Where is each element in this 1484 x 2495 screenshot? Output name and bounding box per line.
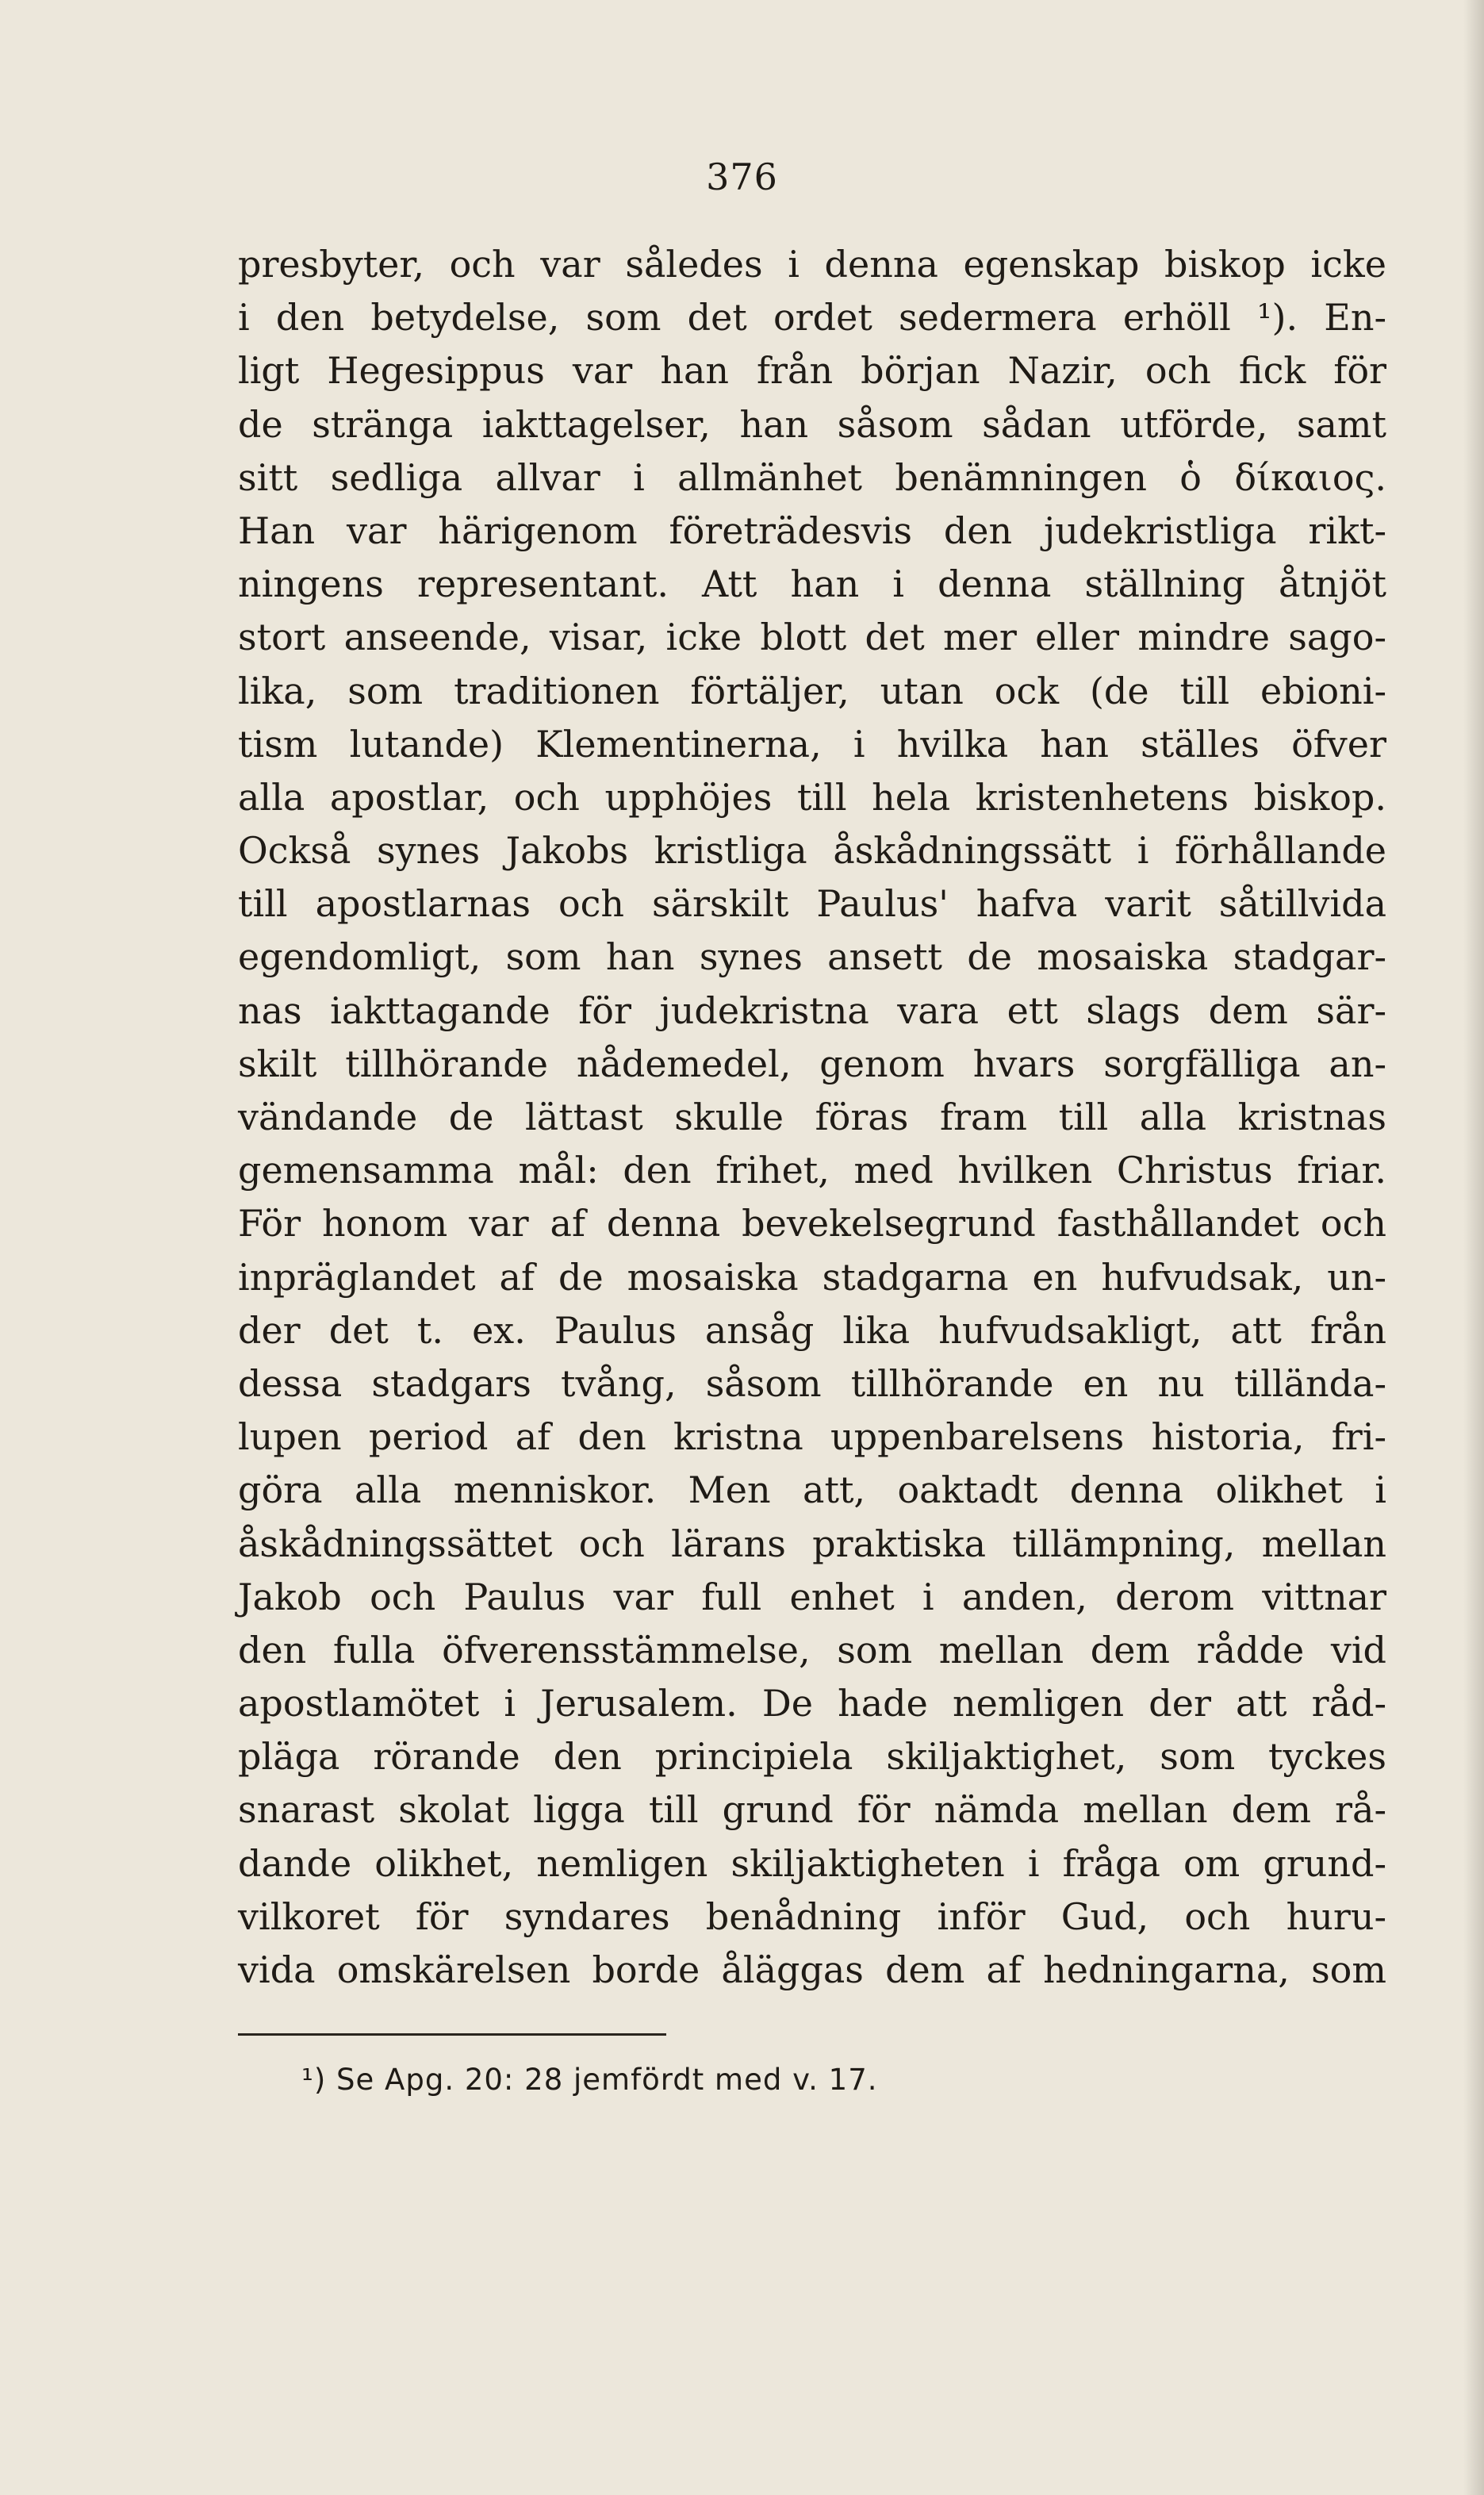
- text-line: tism lutande) Klementinerna, i hvilka han ställes öfver: [238, 722, 1386, 766]
- text-line: de stränga iakttagelser, han såsom sådan utförde, samt: [238, 402, 1386, 446]
- text-line: skilt tillhörande nådemedel, genom hvars sorgfälliga an-: [238, 1042, 1386, 1085]
- text-line: För honom var af denna bevekelsegrund fasthållandet och: [238, 1202, 1386, 1246]
- text-line: pläga rörande den principiela skiljaktighet, som tyckes: [238, 1735, 1386, 1779]
- text-line: Jakob och Paulus var full enhet i anden, derom vittnar: [238, 1575, 1386, 1618]
- text-line: vilkoret för syndares benådning inför Gud, och huru-: [238, 1894, 1386, 1938]
- text-line: till apostlarnas och särskilt Paulus' hafva varit såtillvida: [238, 882, 1386, 926]
- text-line: nas iakttagande för judekristna vara ett slags dem sär-: [238, 988, 1386, 1032]
- text-line: snarast skolat ligga till grund för nämda mellan dem rå-: [238, 1788, 1386, 1832]
- text-line: i den betydelse, som det ordet sedermera erhöll ¹). En-: [238, 296, 1386, 340]
- text-line: gemensamma mål: den frihet, med hvilken Christus friar.: [238, 1149, 1386, 1192]
- text-line: der det t. ex. Paulus ansåg lika hufvudsakligt, att från: [238, 1308, 1386, 1352]
- text-line: alla apostlar, och upphöjes till hela kristenhetens biskop.: [238, 775, 1386, 819]
- text-line: apostlamötet i Jerusalem. De hade nemligen der att råd-: [238, 1682, 1386, 1725]
- text-line: den fulla öfverensstämmelse, som mellan dem rådde vid: [238, 1628, 1386, 1672]
- body-text: [238, 238, 1386, 1997]
- text-line: ligt Hegesippus var han från början Nazir, och fick för: [238, 349, 1386, 393]
- text-line: Han var härigenom företrädesvis den judekristliga rikt-: [238, 509, 1386, 552]
- page-number: 376: [706, 155, 778, 198]
- footnote: ¹) Se Apg. 20: 28 jemfördt med v. 17.: [301, 2063, 878, 2097]
- text-line: presbyter, och var således i denna egenskap biskop icke: [238, 243, 1386, 286]
- text-line: dessa stadgars tvång, såsom tillhörande en nu tillända-: [238, 1361, 1386, 1405]
- text-line: Också synes Jakobs kristliga åskådningssätt i förhållande: [238, 829, 1386, 873]
- footnote-rule: [238, 2033, 666, 2036]
- text-line: göra alla menniskor. Men att, oaktadt denna olikhet i: [238, 1468, 1386, 1512]
- text-line: lika, som traditionen förtäljer, utan ock (de till ebioni-: [238, 669, 1386, 712]
- text-line: stort anseende, visar, icke blott det mer eller mindre sago-: [238, 616, 1386, 659]
- text-line: sitt sedliga allvar i allmänhet benämningen ὁ δίκαιος.: [238, 455, 1386, 499]
- page-edge-shadow: [1463, 0, 1484, 2495]
- text-line: åskådningssättet och lärans praktiska tillämpning, mellan: [238, 1522, 1386, 1565]
- text-line: vida omskärelsen borde åläggas dem af hedningarna, som: [238, 1948, 1386, 1991]
- text-line: lupen period af den kristna uppenbarelsens historia, fri-: [238, 1415, 1386, 1459]
- text-line: dande olikhet, nemligen skiljaktigheten i fråga om grund-: [238, 1841, 1386, 1885]
- text-line: inpräglandet af de mosaiska stadgarna en hufvudsak, un-: [238, 1255, 1386, 1299]
- text-line: vändande de lättast skulle föras fram till alla kristnas: [238, 1096, 1386, 1138]
- text-line: egendomligt, som han synes ansett de mosaiska stadgar-: [238, 935, 1386, 979]
- text-line: ningens representant. Att han i denna ställning åtnjöt: [238, 562, 1386, 606]
